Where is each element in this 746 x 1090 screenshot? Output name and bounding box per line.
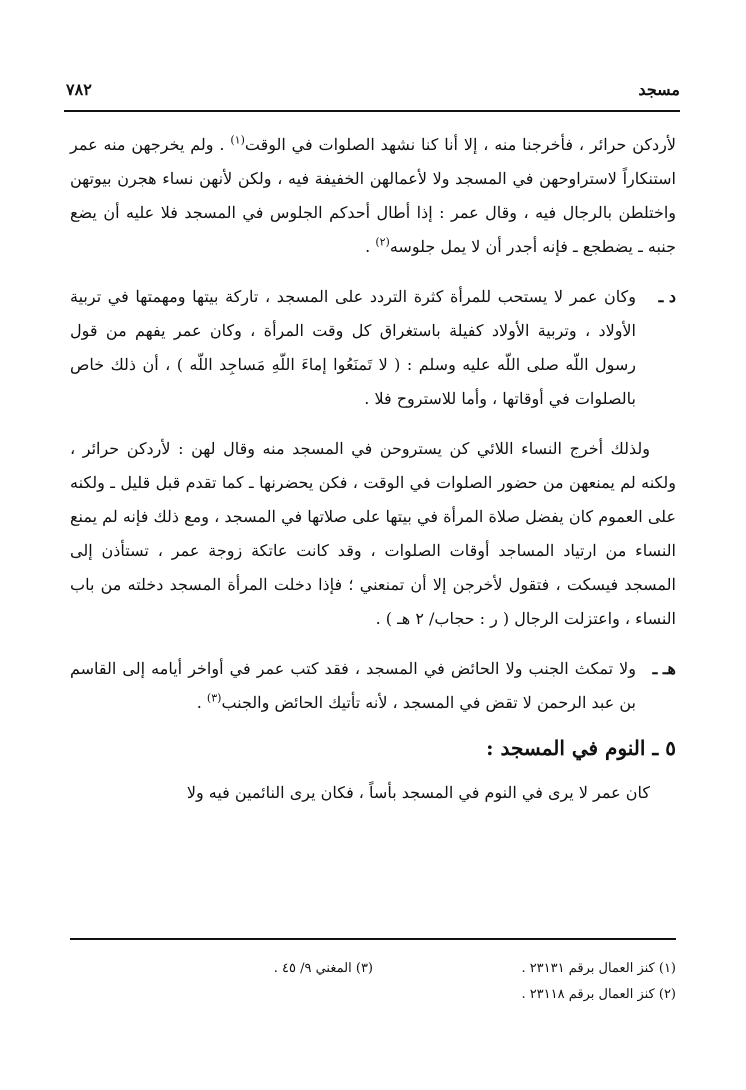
item-d-text: وكان عمر لا يستحب للمرأة كثرة التردد على المسجد ، تاركة بيتها ومهمتها في تربية الأولاد ، وتربية الأولاد كفيلة باستغراق كل وقت المرأة ، وكان عمر يفهم من قول رسول اللّه صلى اللّه عليه وسلم : ( لا تَمنَعُوا إماءَ اللّهِ مَساجِد اللّه ) ، أن ذلك خاص بالصلوات في أوقاتها ، وأما للاستروح فلا . — [70, 287, 636, 408]
paragraph-women-mosque: ولذلك أخرج النساء اللائي كن يستروحن في المسجد منه وقال لهن : لأردكن حرائر ، ولكنه لم يمنعهن من حضور الصلوات في الوقت ، فكن يحضرنها ـ كما تقدم قبل قليل ـ ولكنه على العموم كان يفضل صلاة المرأة في بيتها على صلاتها في المسجد ، ومع ذلك فإنه لم يمنع النساء من ارتياد المساجد أوقات الصلوات ، وقد كانت عاتكة زوجة عمر ، تستأذن إلى المسجد فيسكت ، فتقول لأخرجن إلا أن تمنعني ؛ فإذا دخلت المرأة المسجد دخلته من باب النساء ، واعتزلت الرجال ( ر : حجاب/ ٢ هـ ) . — [70, 439, 676, 628]
footnote-row — [70, 982, 676, 1008]
footnote-ref-1[interactable]: (١) — [230, 133, 245, 147]
main-text — [70, 128, 676, 810]
footnote-row — [70, 956, 676, 982]
spacer — [70, 264, 676, 280]
running-title: مسجد — [638, 80, 680, 99]
item-marker-d: د ـ — [658, 287, 676, 306]
item-h-text — [70, 652, 636, 720]
list-item-h — [70, 652, 676, 720]
footnote-rule — [70, 938, 676, 940]
paragraph-text: . ولم يخرجهن منه عمر استنكاراً لاستراوحهن في المسجد ولا لأعمالهن الخفيفة فيه ، ولكن لأنهن نساء هجرن بيوتهن واختلطن بالرجال فيه ، وقال عمر : إذا أطال أحدكم الجلوس في المسجد فلا عليه أن يضع جنبه ـ يضطجع ـ فإنه أجدر أن لا يمل جلوسه — [70, 135, 676, 256]
spacer — [70, 636, 676, 652]
footnote-1: (١) كنز العمال برقم ٢٣١٣١ . — [521, 961, 676, 976]
paragraph-text: ولا تمكث الجنب ولا الحائض في المسجد ، فقد كتب عمر في أواخر أيامه إلى القاسم بن عبد الرحمن لا تقض في المسجد ، لأنه تأتيك الحائض والجنب — [70, 659, 636, 712]
item-marker-h: هـ ـ — [652, 659, 676, 678]
page-number: ٧٨٢ — [66, 80, 92, 99]
spacer — [70, 416, 676, 432]
spacer — [70, 720, 676, 728]
section-heading: ٥ ـ النوم في المسجد : — [486, 736, 676, 760]
paragraph-text: لأردكن حرائر ، فأخرجنا منه ، إلا أنا كنا نشهد الصلوات في الوقت — [244, 135, 677, 154]
page-header — [66, 80, 680, 106]
spacer — [70, 768, 676, 776]
footnote-2: (٢) كنز العمال برقم ٢٣١١٨ . — [521, 987, 676, 1002]
section-text: كان عمر لا يرى في النوم في المسجد بأساً ، فكان يرى النائمين فيه ولا — [186, 783, 650, 802]
paragraph-continuation — [70, 128, 676, 264]
footnote-ref-2[interactable]: (٢) — [375, 235, 390, 249]
paragraph-text: . — [196, 693, 207, 712]
footnotes — [70, 956, 676, 1008]
footnote-3: (٣) المغني ٩/ ٤٥ . — [273, 961, 373, 976]
footnote-ref-3[interactable]: (٣) — [206, 691, 222, 705]
paragraph-text: . — [365, 237, 376, 256]
list-item-d — [70, 280, 676, 416]
header-rule — [64, 110, 680, 112]
